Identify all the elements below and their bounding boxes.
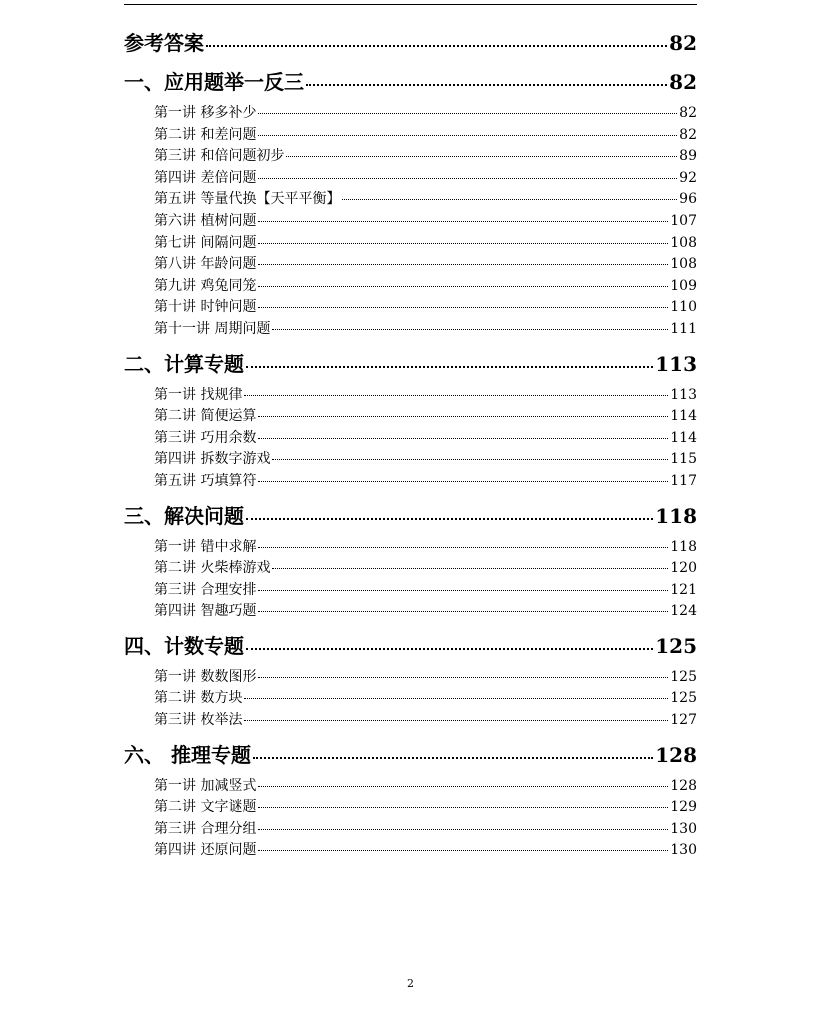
dot-leader bbox=[258, 438, 668, 439]
toc-entry[interactable] bbox=[154, 818, 697, 840]
entry-title: 第三讲 和倍问题初步 bbox=[154, 148, 285, 165]
toc-entry[interactable] bbox=[154, 167, 697, 189]
toc-entry[interactable] bbox=[154, 557, 697, 579]
toc-entry[interactable] bbox=[154, 796, 697, 818]
entry-title: 第二讲 数方块 bbox=[154, 690, 243, 707]
entry-title: 第一讲 找规律 bbox=[154, 386, 243, 403]
toc-section-heading[interactable] bbox=[124, 500, 697, 531]
toc-entry[interactable] bbox=[154, 666, 697, 688]
entry-page-number: 107 bbox=[670, 212, 697, 229]
entry-page-number: 120 bbox=[670, 560, 697, 577]
section-page-number: 128 bbox=[655, 742, 697, 767]
toc-entry[interactable] bbox=[154, 427, 697, 449]
dot-leader bbox=[258, 178, 677, 179]
dot-leader bbox=[258, 590, 668, 591]
toc-entry[interactable] bbox=[154, 275, 697, 297]
entry-page-number: 108 bbox=[670, 256, 697, 273]
entry-page-number: 111 bbox=[670, 320, 697, 337]
section-title: 一、应用题举一反三 bbox=[124, 70, 304, 94]
entry-title: 第二讲 简便运算 bbox=[154, 408, 257, 425]
dot-leader bbox=[258, 307, 668, 308]
entry-page-number: 108 bbox=[670, 234, 697, 251]
dot-leader bbox=[258, 850, 668, 851]
dot-leader bbox=[342, 199, 677, 200]
dot-leader bbox=[306, 84, 667, 86]
toc-entry[interactable] bbox=[154, 579, 697, 601]
toc-entry[interactable] bbox=[154, 470, 697, 492]
dot-leader bbox=[244, 698, 668, 699]
dot-leader bbox=[258, 135, 677, 136]
entry-page-number: 114 bbox=[670, 429, 697, 446]
toc-entry[interactable] bbox=[154, 600, 697, 622]
table-of-contents bbox=[124, 27, 697, 861]
entry-page-number: 118 bbox=[670, 538, 697, 555]
dot-leader bbox=[258, 481, 668, 482]
dot-leader bbox=[286, 156, 677, 157]
entry-page-number: 128 bbox=[670, 777, 697, 794]
entry-page-number: 125 bbox=[670, 668, 697, 685]
section-page-number: 118 bbox=[655, 503, 697, 528]
entry-page-number: 127 bbox=[670, 712, 697, 729]
entry-title: 第一讲 加减竖式 bbox=[154, 777, 257, 794]
entry-title: 第三讲 枚举法 bbox=[154, 712, 243, 729]
toc-entry[interactable] bbox=[154, 232, 697, 254]
dot-leader bbox=[253, 757, 653, 759]
entry-page-number: 124 bbox=[670, 603, 697, 620]
dot-leader bbox=[258, 264, 668, 265]
dot-leader bbox=[244, 395, 668, 396]
dot-leader bbox=[272, 568, 668, 569]
entry-page-number: 129 bbox=[670, 799, 697, 816]
toc-section-heading[interactable] bbox=[124, 27, 697, 58]
dot-leader bbox=[246, 518, 653, 520]
toc-entry[interactable] bbox=[154, 709, 697, 731]
section-title: 三、解决问题 bbox=[124, 503, 244, 528]
dot-leader bbox=[206, 45, 667, 47]
entry-title: 第九讲 鸡兔同笼 bbox=[154, 277, 257, 294]
toc-section-heading[interactable] bbox=[124, 348, 697, 379]
entry-title: 第二讲 文字谜题 bbox=[154, 799, 257, 816]
section-title: 六、 推理专题 bbox=[124, 742, 251, 767]
entry-title: 第四讲 差倍问题 bbox=[154, 169, 257, 186]
dot-leader bbox=[258, 221, 668, 222]
top-rule bbox=[124, 4, 697, 5]
dot-leader bbox=[258, 829, 668, 830]
entry-title: 第二讲 火柴棒游戏 bbox=[154, 560, 271, 577]
toc-entry[interactable] bbox=[154, 210, 697, 232]
entry-title: 第三讲 合理分组 bbox=[154, 820, 257, 837]
page-number: 2 bbox=[407, 977, 414, 990]
section-page-number: 125 bbox=[655, 633, 697, 658]
dot-leader bbox=[258, 113, 677, 114]
dot-leader bbox=[272, 329, 668, 330]
dot-leader bbox=[258, 807, 668, 808]
entry-page-number: 109 bbox=[670, 277, 697, 294]
toc-section-heading[interactable] bbox=[124, 630, 697, 661]
toc-entry[interactable] bbox=[154, 145, 697, 167]
dot-leader bbox=[258, 416, 668, 417]
dot-leader bbox=[246, 366, 653, 368]
toc-entry[interactable] bbox=[154, 102, 697, 124]
entry-title: 第七讲 间隔问题 bbox=[154, 234, 257, 251]
entry-title: 第六讲 植树问题 bbox=[154, 212, 257, 229]
section-title: 二、计算专题 bbox=[124, 351, 244, 376]
dot-leader bbox=[272, 459, 668, 460]
entry-page-number: 96 bbox=[679, 191, 697, 208]
section-title: 参考答案 bbox=[124, 31, 204, 55]
toc-entry[interactable] bbox=[154, 384, 697, 406]
dot-leader bbox=[258, 243, 668, 244]
entry-title: 第三讲 巧用余数 bbox=[154, 429, 257, 446]
entry-title: 第四讲 拆数字游戏 bbox=[154, 451, 271, 468]
entry-title: 第二讲 和差问题 bbox=[154, 126, 257, 143]
section-page-number: 82 bbox=[669, 70, 697, 94]
toc-entry[interactable] bbox=[154, 775, 697, 797]
dot-leader bbox=[258, 547, 668, 548]
entry-page-number: 82 bbox=[679, 126, 697, 143]
section-page-number: 82 bbox=[669, 31, 697, 55]
section-page-number: 113 bbox=[655, 351, 697, 376]
entry-page-number: 89 bbox=[679, 148, 697, 165]
toc-entry[interactable] bbox=[154, 124, 697, 146]
toc-entry[interactable] bbox=[154, 687, 697, 709]
entry-page-number: 114 bbox=[670, 408, 697, 425]
entry-page-number: 113 bbox=[670, 386, 697, 403]
dot-leader bbox=[258, 677, 668, 678]
entry-page-number: 92 bbox=[679, 169, 697, 186]
dot-leader bbox=[258, 286, 668, 287]
dot-leader bbox=[258, 786, 668, 787]
toc-entry[interactable] bbox=[154, 448, 697, 470]
toc-entry[interactable] bbox=[154, 318, 697, 340]
entry-page-number: 115 bbox=[670, 451, 697, 468]
toc-entry[interactable] bbox=[154, 188, 697, 210]
entry-title: 第十讲 时钟问题 bbox=[154, 299, 257, 316]
toc-entry[interactable] bbox=[154, 839, 697, 861]
toc-entry[interactable] bbox=[154, 253, 697, 275]
entry-title: 第三讲 合理安排 bbox=[154, 581, 257, 598]
toc-section-heading[interactable] bbox=[124, 739, 697, 770]
entry-page-number: 117 bbox=[670, 472, 697, 489]
entry-title: 第四讲 智趣巧题 bbox=[154, 603, 257, 620]
dot-leader bbox=[246, 648, 653, 650]
entry-title: 第五讲 等量代换【天平平衡】 bbox=[154, 191, 341, 208]
entry-page-number: 130 bbox=[670, 842, 697, 859]
entry-page-number: 110 bbox=[670, 299, 697, 316]
toc-entry[interactable] bbox=[154, 536, 697, 558]
entry-title: 第一讲 错中求解 bbox=[154, 538, 257, 555]
entry-title: 第五讲 巧填算符 bbox=[154, 472, 257, 489]
dot-leader bbox=[258, 611, 668, 612]
toc-entry[interactable] bbox=[154, 405, 697, 427]
entry-title: 第八讲 年龄问题 bbox=[154, 256, 257, 273]
entry-page-number: 125 bbox=[670, 690, 697, 707]
section-title: 四、计数专题 bbox=[124, 633, 244, 658]
entry-page-number: 130 bbox=[670, 820, 697, 837]
toc-section-heading[interactable] bbox=[124, 66, 697, 97]
entry-page-number: 121 bbox=[670, 581, 697, 598]
toc-entry[interactable] bbox=[154, 296, 697, 318]
entry-title: 第四讲 还原问题 bbox=[154, 842, 257, 859]
dot-leader bbox=[244, 720, 668, 721]
entry-title: 第一讲 数数图形 bbox=[154, 668, 257, 685]
entry-page-number: 82 bbox=[679, 105, 697, 121]
entry-title: 第一讲 移多补少 bbox=[154, 105, 257, 121]
entry-title: 第十一讲 周期问题 bbox=[154, 320, 271, 337]
